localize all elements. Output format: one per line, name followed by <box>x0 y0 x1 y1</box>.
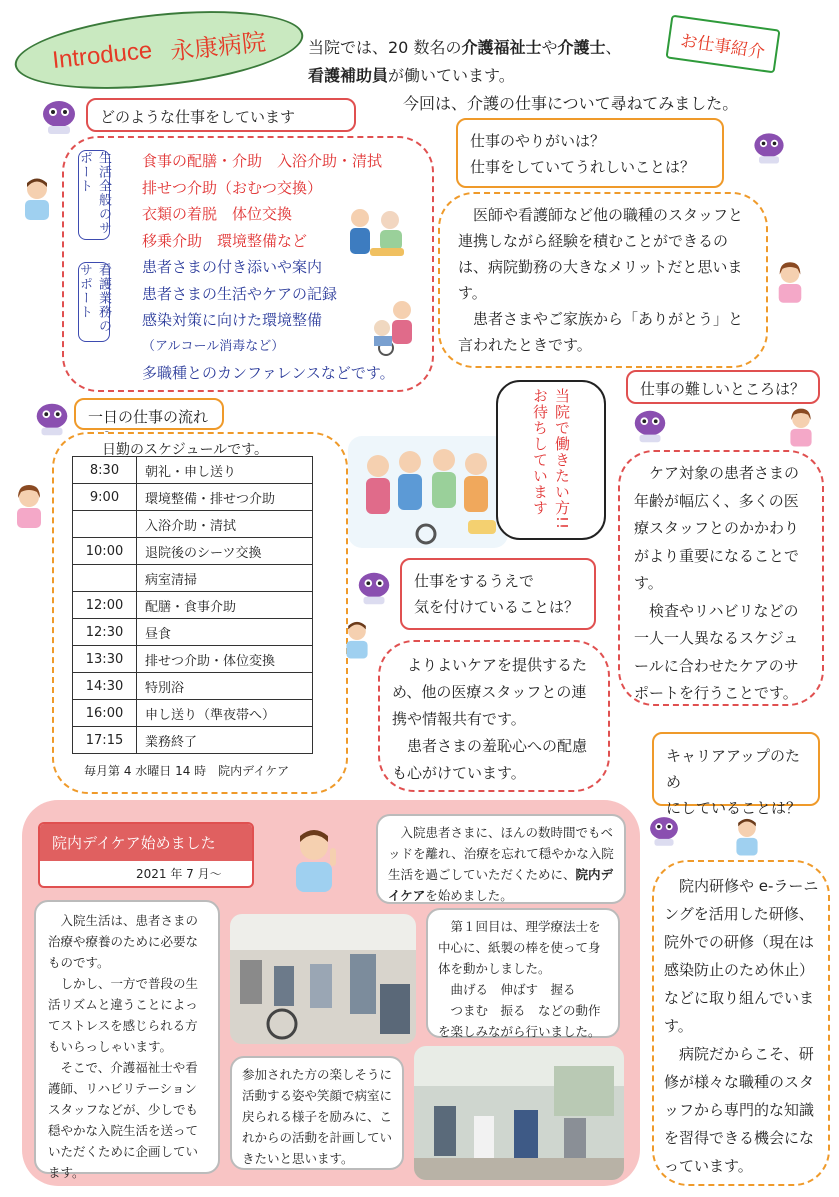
staff-man-icon <box>20 176 54 222</box>
care-illustration-2 <box>366 298 422 360</box>
schedule-footer: 毎月第 4 水曜日 14 時 院内デイケア <box>84 764 290 778</box>
table-row: 12:00 配膳・食事介助 <box>73 592 313 619</box>
daycare-first-text: 第１回目は、理学療法士を中心に、紙製の棒を使って身体を動かしました。 曲げる 伸ばす 握る つまむ 振る などの動作を楽しみながら行いました。 <box>426 908 620 1038</box>
table-row: 9:00 環境整備・排せつ介助 <box>73 484 313 511</box>
purple-mascot-icon <box>748 128 790 168</box>
list-item: 食事の配膳・介助 入浴介助・清拭 <box>142 152 383 170</box>
table-row: 13:30 排せつ介助・体位変換 <box>73 646 313 673</box>
staff-man-icon <box>342 618 372 662</box>
q5-answer: ケア対象の患者さまの年齢が幅広く、多くの医療スタッフとのかかわりがより重要になることです。 検査やリハビリなどの一人一人異なるスケジュールに合わせたケアのサポートを行うことです。 <box>634 464 800 702</box>
list-item: 排せつ介助（おむつ交換） <box>142 178 323 197</box>
staff-group-illustration <box>348 436 508 552</box>
daycare-bottom-text: 参加された方の楽しそうに活動する姿や笑顔で病室に戻られる様子を励みに、これからの活動を計画していきたいと思います。 <box>230 1056 404 1170</box>
daycare-photo-1 <box>230 914 416 1044</box>
purple-mascot-icon <box>644 812 684 850</box>
table-row: 14:30 特別浴 <box>73 673 313 700</box>
table-row: 12:30 昼食 <box>73 619 313 646</box>
purple-mascot-icon <box>352 568 396 608</box>
staff-man-icon <box>732 816 762 858</box>
list-item: （アルコール消毒など） <box>142 338 285 354</box>
purple-mascot-icon <box>628 406 672 446</box>
title-en: Introduce <box>51 36 154 75</box>
staff-woman-icon <box>774 260 806 306</box>
daycare-title: 院内デイケア始めました <box>40 824 252 861</box>
title-banner <box>11 0 307 101</box>
daycare-photo-2 <box>414 1046 624 1180</box>
staff-man-pointing-icon <box>284 826 344 896</box>
title-jp: 永康病院 <box>168 27 268 66</box>
table-row: 入浴介助・清拭 <box>73 511 313 538</box>
daycare-date: 2021 年 7 月～ <box>136 867 222 881</box>
list-item: 患者さまの生活やケアの記録 <box>142 284 338 303</box>
q3-question: 仕事のやりがいは？ 仕事をしていてうれしいことは？ <box>456 118 724 188</box>
list-item: 衣類の着脱 体位交換 <box>142 205 293 223</box>
daycare-lead: 入院患者さまに、ほんの数時間でもベッドを離れ、治療を忘れて穏やかな入院生活を過ごしていただくために、院内デイケアを始めました。 <box>376 814 626 904</box>
list-item: 多職種とのカンファレンスなどです。 <box>142 364 395 382</box>
q3-answer: 医師や看護師など他の職種のスタッフと連携しながら経験を積むことができるのは、病院勤務の大きなメリットだと思います。 患者さまやご家族から「ありがとう」と言われたときです。 <box>458 206 744 354</box>
daycare-left-text: 入院生活は、患者さまの治療や療養のために必要なものです。 しかし、一方で普段の生活リズムと違うことによってストレスを感じられる方もいらっしゃいます。 そこで、介護福祉士や看護師、リハビリテーションスタッフなどが、少しでも穏やかな入院生活を送っていただくために企画しています。 <box>34 900 220 1174</box>
table-row: 17:15 業務終了 <box>73 727 313 754</box>
recruit-text: 当院で働きたい方!!お待ちしています <box>531 388 571 531</box>
section-tag: お仕事紹介 <box>665 15 780 74</box>
table-row: 16:00 申し送り（準夜帯へ） <box>73 700 313 727</box>
table-row: 8:30 朝礼・申し送り <box>73 457 313 484</box>
q4-answer: よりよいケアを提供するため、他の医療スタッフとの連携や情報共有です。 患者さまの羞恥心への配慮も心がけています。 <box>392 656 588 782</box>
q2-question: 一日の仕事の流れ <box>74 398 224 430</box>
recruit-bubble <box>496 380 606 540</box>
label-life-support: 生活全般のサポート <box>78 150 110 240</box>
table-row: 10:00 退院後のシーツ交換 <box>73 538 313 565</box>
schedule-caption: 日勤のスケジュールです。 <box>102 442 269 458</box>
staff-woman-icon <box>12 484 46 530</box>
q4-question: 仕事をするうえで 気を付けていることは？ <box>400 558 596 630</box>
q6-question: キャリアアップのため にしていることは？ <box>652 732 820 806</box>
list-item: 患者さまの付き添いや案内 <box>142 258 323 276</box>
list-item: 感染対策に向けた環境整備 <box>142 311 323 329</box>
label-nursing-support: 看護業務のサポート <box>78 262 110 342</box>
q1-question: どのような仕事をしています <box>86 98 356 132</box>
purple-mascot-icon <box>36 96 82 138</box>
intro-text: 当院では、20 数名の介護福祉士や介護士、 看護補助員が働いています。 今回は、介護の仕事について尋ねてみました。 <box>308 38 739 113</box>
table-row: 病室清掃 <box>73 565 313 592</box>
daycare-title-box <box>38 822 254 888</box>
q6-answer: 院内研修や e-ラーニングを活用した研修、院外での研修（現在は感染防止のため休止）などに取り組んでいます。 病院だからこそ、研修が様々な職種のスタッフから専門的な知識を習得できる機会になっています。 <box>664 877 819 1175</box>
care-illustration-1 <box>346 204 408 264</box>
list-item: 移乗介助 環境整備など <box>142 231 308 250</box>
q5-question: 仕事の難しいところは？ <box>626 370 820 404</box>
purple-mascot-icon <box>30 398 74 440</box>
staff-woman-icon <box>786 406 816 450</box>
schedule-table <box>72 456 313 754</box>
